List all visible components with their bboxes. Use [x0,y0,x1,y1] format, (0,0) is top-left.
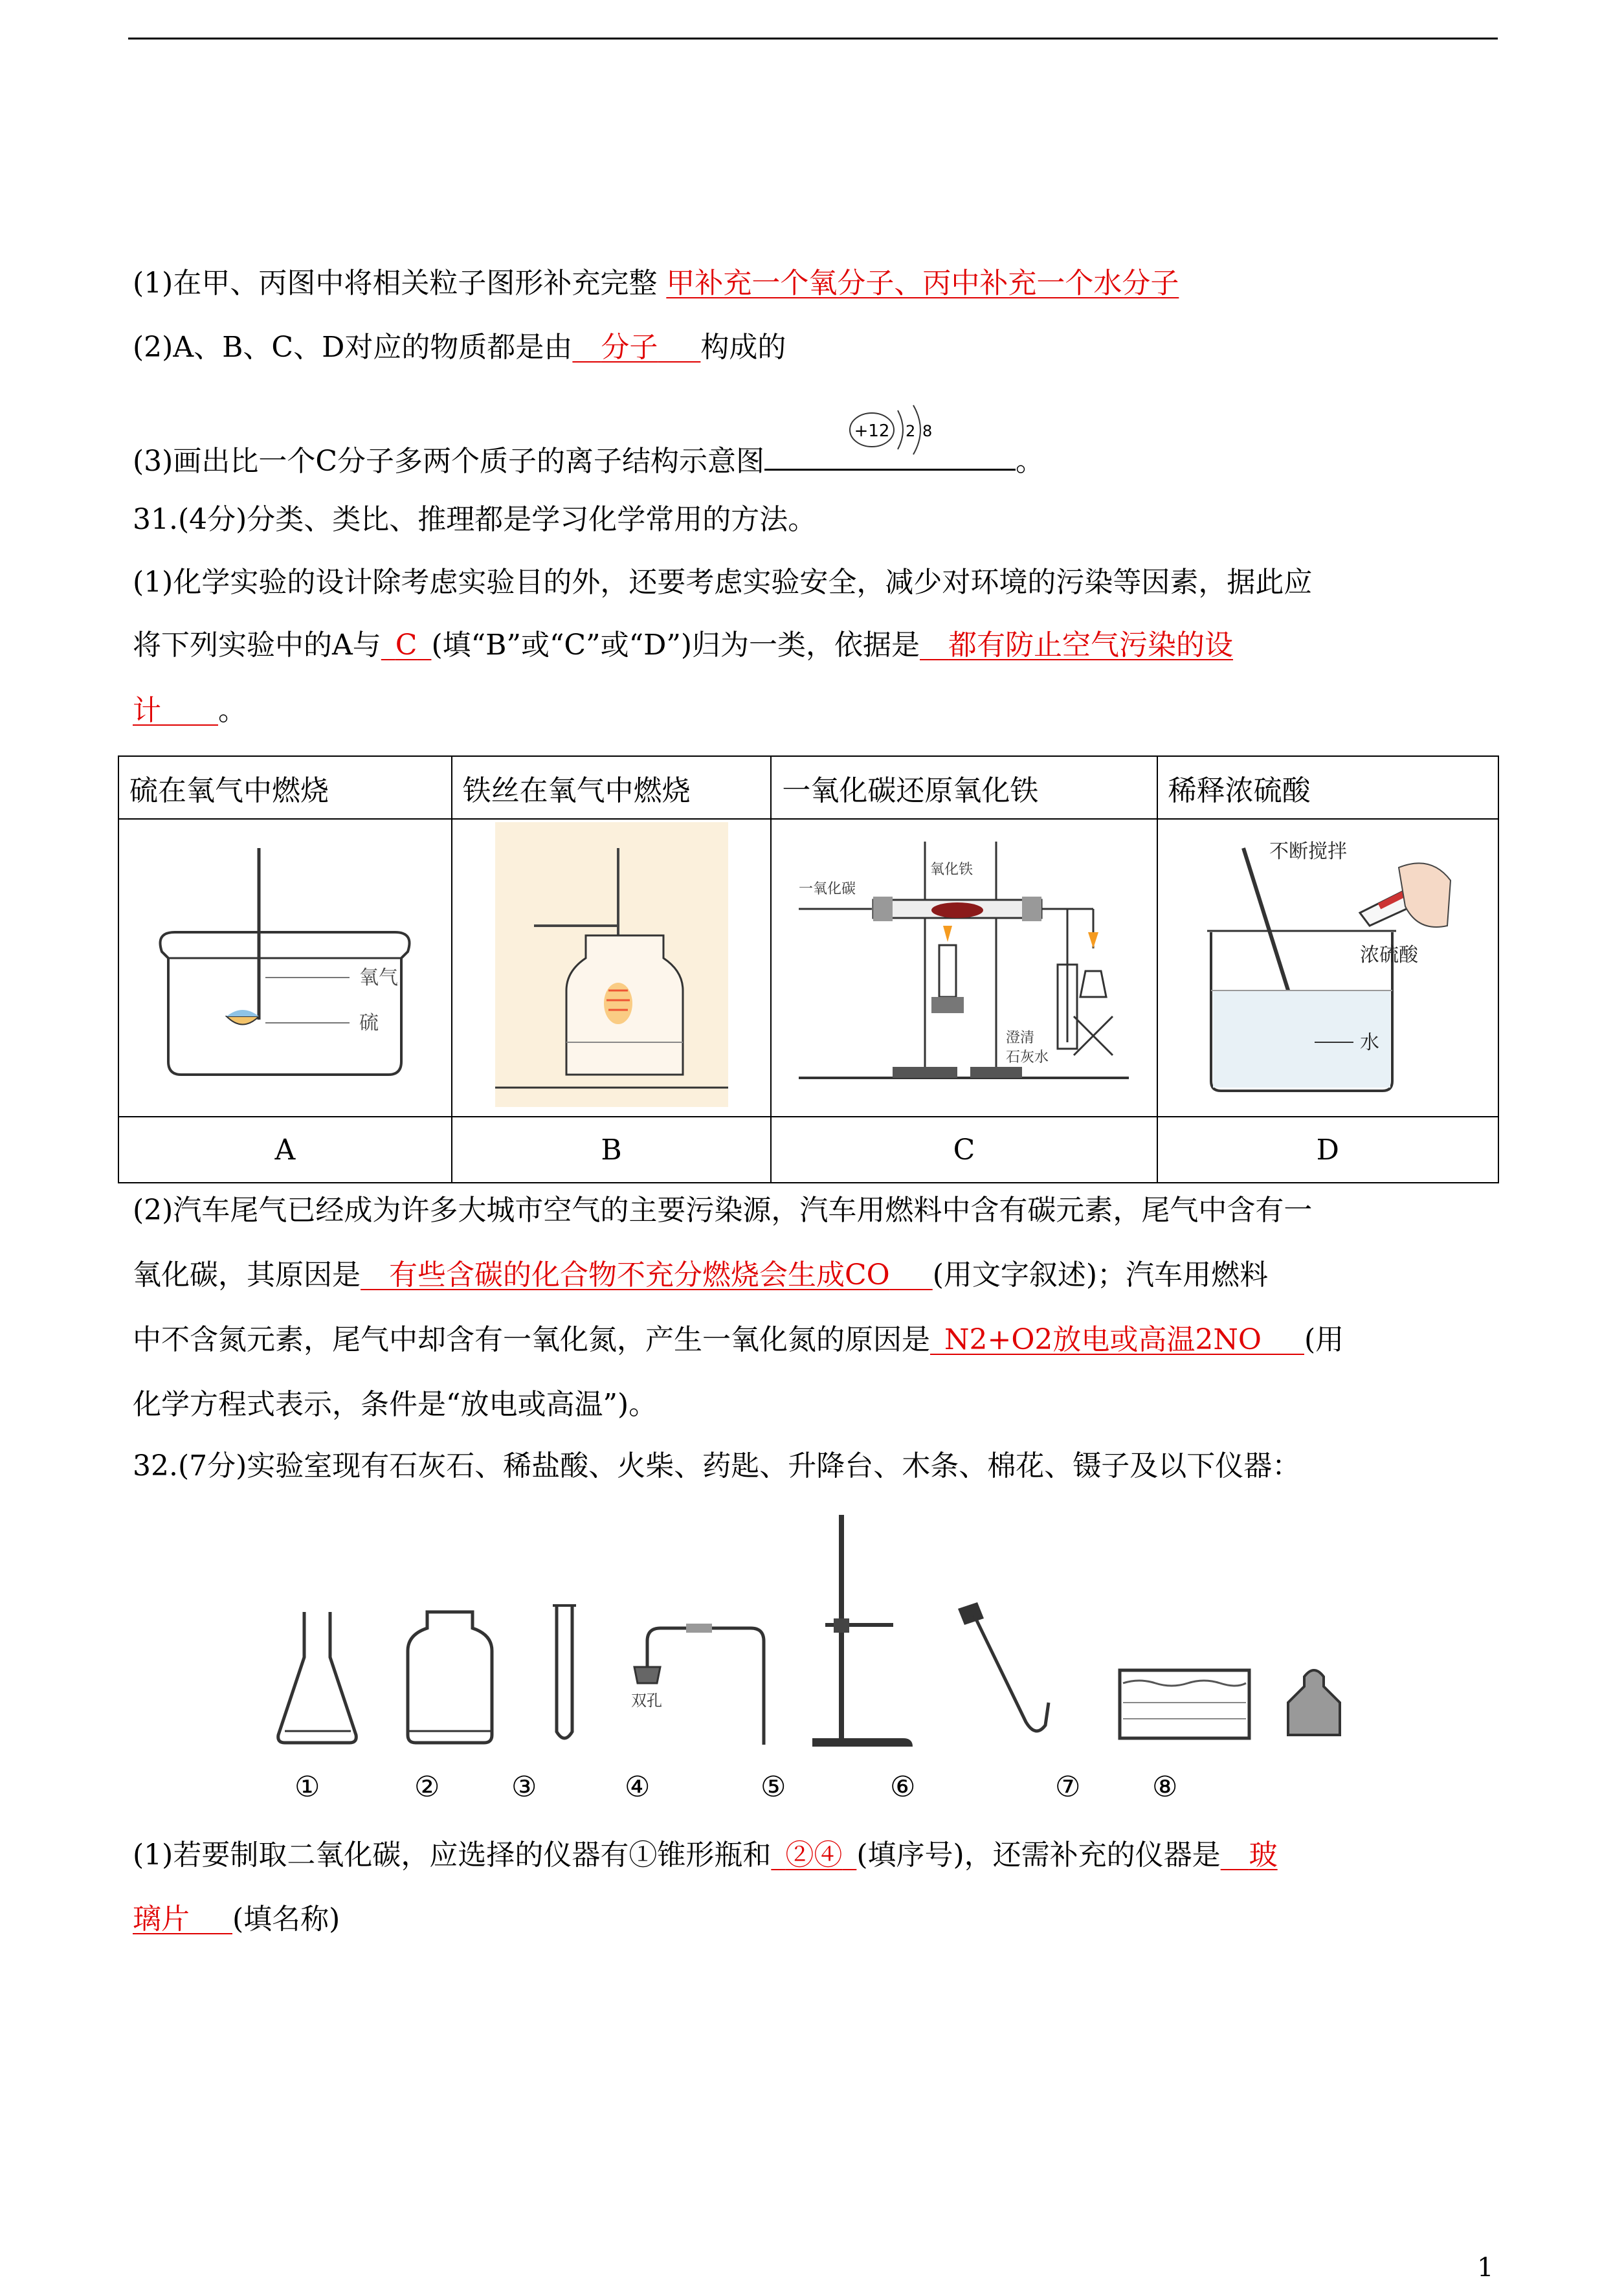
stopper-label: 双孔 [631,1692,662,1710]
q32-title: 32.(7分)实验室现有石灰石、稀盐酸、火柴、药匙、升降台、木条、棉花、镊子及以下仪器： [133,1449,1301,1482]
table-label-b: B [452,1117,772,1183]
figA-label-sulfur: 硫 [359,1011,379,1035]
q31-part1-answer2-cont: 计 [133,694,161,727]
table-header-b: 铁丝在氧气中燃烧 [452,756,772,819]
q30-part1-answer: 甲补充一个氧分子、丙中补充一个水分子 [666,267,1179,300]
experiment-table [118,755,1499,1183]
q30-part3-blank [764,421,1016,471]
co-reduction-figure [789,829,1139,1101]
q30-part2-text: (2)A、B、C、D对应的物质都是由 [133,331,573,364]
q31-part2-answer2: N2+O2放电或高温2NO [944,1323,1262,1356]
figure-c-cell [771,819,1157,1117]
table-label-d: D [1157,1117,1498,1183]
instrument-number-6: ⑥ [890,1771,916,1804]
instrument-number-2: ② [414,1771,440,1804]
figD-label-stir: 不断搅拌 [1269,840,1348,863]
q31-part1-line3: 计 。 [133,694,247,727]
q31-part2-line4: 化学方程式表示，条件是“放电或高温”)。 [133,1388,658,1421]
table-label-c: C [771,1117,1157,1183]
instrument-number-1: ① [295,1771,320,1804]
sulfur-burning-figure [136,835,434,1094]
figure-d-cell [1157,819,1498,1117]
q30-part2-answer: 分子 [601,331,658,364]
table-header-d: 稀释浓硫酸 [1157,756,1498,819]
q32-part1-line2: 璃片 (填名称) [133,1903,340,1936]
iron-wire-burning-figure [495,822,728,1107]
table-header-c: 一氧化碳还原氧化铁 [771,756,1157,819]
q32-part1-answer2-cont: 璃片 [133,1903,190,1936]
dilute-acid-figure [1192,829,1463,1101]
figure-b-cell [452,819,772,1117]
q30-part2-text-end: 构成的 [700,331,786,364]
figC-label-co: 一氧化碳 [799,880,856,897]
instrument-number-3: ③ [511,1771,537,1804]
q31-title: 31.(4分)分类、类比、推理都是学习化学常用的方法。 [133,503,817,536]
figD-label-water: 水 [1360,1031,1380,1054]
q32-part1-answer2: 玻 [1249,1839,1278,1872]
header-rule [128,38,1498,39]
figC-label-clear: 澄清 [1006,1029,1035,1046]
table-header-a: 硫在氧气中燃烧 [118,756,452,819]
q30-part1 [133,264,1179,303]
figD-label-acid: 浓硫酸 [1360,943,1419,967]
instruments-figure [272,1508,1411,1761]
q30-part3: (3)画出比一个C分子多两个质子的离子结构示意图 +12 2 8 。 [133,440,1044,481]
nucleus-charge: +12 [854,421,890,441]
q31-part1-line2: 将下列实验中的A与 C (填“B”或“C”或“D”)归为一类，依据是 都有防止空气污染的设 [133,629,1234,662]
q30-part2 [133,328,786,367]
instrument-number-8: ⑧ [1152,1771,1178,1804]
q30-part1-text: (1)在甲、丙图中将相关粒子图形补充完整 [133,267,658,300]
figA-label-oxygen: 氧气 [359,966,399,989]
figure-a-cell [118,819,452,1117]
figC-label-iron-oxide: 氧化铁 [930,861,973,878]
q31-part2-line3: 中不含氮元素，尾气中却含有一氧化氮，产生一氧化氮的原因是 N2+O2放电或高温2NO (用 [133,1323,1344,1356]
q31-part2-line2: 氧化碳，其原因是 有些含碳的化合物不充分燃烧会生成CO (用文字叙述)；汽车用燃料 [133,1258,1269,1292]
q31-part1-line1: (1)化学实验的设计除考虑实验目的外，还要考虑实验安全，减少对环境的污染等因素，据此应 [133,566,1313,599]
shell2-electrons: 8 [922,422,933,440]
q31-part1-answer2: 都有防止空气污染的设 [948,629,1234,662]
figC-label-limewater: 石灰水 [1006,1049,1049,1066]
q31-part2-line1: (2)汽车尾气已经成为许多大城市空气的主要污染源，汽车用燃料中含有碳元素，尾气中含有一 [133,1194,1313,1227]
q31-part1-answer1: C [395,629,417,662]
table-label-a: A [118,1117,452,1183]
instrument-number-7: ⑦ [1055,1771,1081,1804]
shell1-electrons: 2 [906,422,916,440]
q30-part3-text: (3)画出比一个C分子多两个质子的离子结构示意图 [133,445,764,478]
q32-part1-line1: (1)若要制取二氧化碳，应选择的仪器有①锥形瓶和 ②④ (填序号)，还需补充的仪器是 玻 [133,1839,1278,1872]
q31-part2-answer1: 有些含碳的化合物不充分燃烧会生成CO [389,1258,890,1292]
instrument-number-4: ④ [625,1771,651,1804]
instrument-number-5: ⑤ [761,1771,786,1804]
ion-structure-diagram [846,399,943,470]
q32-part1-answer1: ②④ [785,1839,843,1872]
page-number: 1 [1477,2253,1494,2283]
